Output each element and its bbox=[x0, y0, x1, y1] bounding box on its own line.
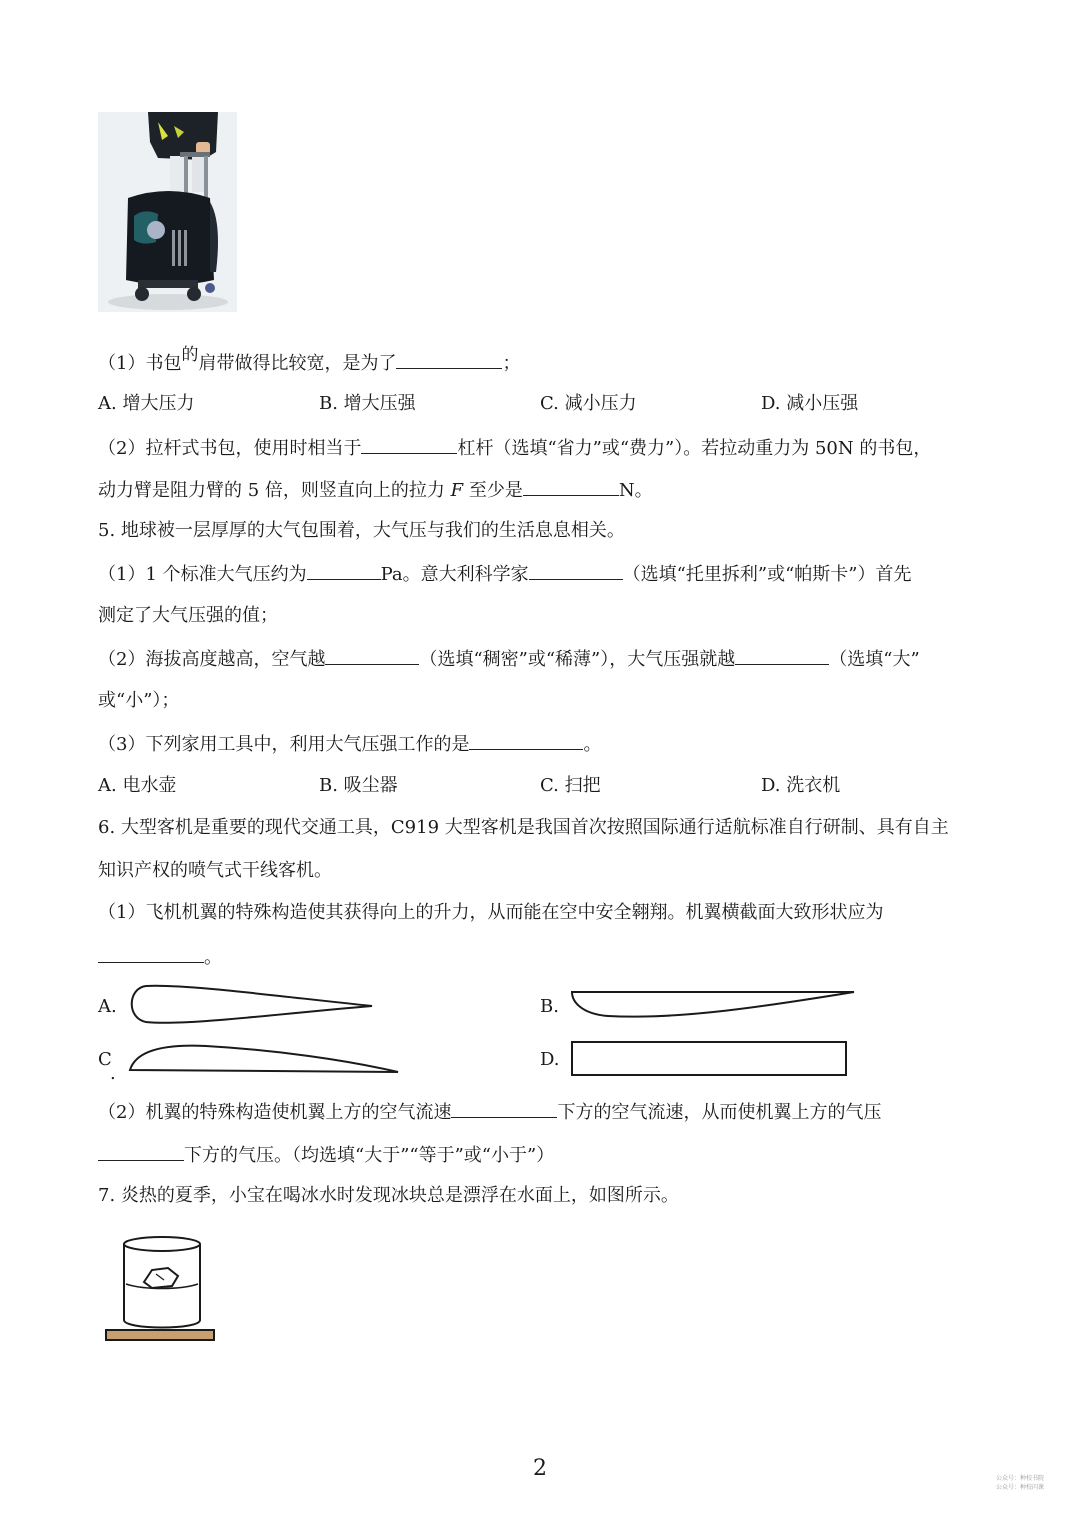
q6-sub1-answer: 。 bbox=[98, 944, 222, 970]
wing-option-c-label[interactable]: C bbox=[98, 1049, 112, 1070]
q7-stem: 7. 炎热的夏季，小宝在喝冰水时发现冰块总是漂浮在水面上，如图所示。 bbox=[98, 1185, 679, 1206]
wing-shape-d[interactable] bbox=[570, 1040, 850, 1078]
answer-blank[interactable] bbox=[469, 731, 583, 750]
q6-sub2-line2: 下方的气压。（均选填“大于”“等于”或“小于”） bbox=[98, 1142, 554, 1168]
q5-option-c[interactable]: C. 扫把 bbox=[540, 775, 601, 796]
q5-sub2-line2: 或“小”）； bbox=[98, 690, 180, 711]
answer-blank[interactable] bbox=[523, 477, 619, 496]
q4-option-b[interactable]: B. 增大压强 bbox=[319, 393, 416, 414]
answer-blank[interactable] bbox=[735, 646, 829, 665]
answer-blank[interactable] bbox=[307, 561, 381, 580]
wing-option-a-label[interactable]: A. bbox=[98, 996, 117, 1017]
wing-option-b-label[interactable]: B. bbox=[540, 996, 559, 1017]
q5-option-d[interactable]: D. 洗衣机 bbox=[761, 775, 841, 796]
wing-option-c-dot: . bbox=[110, 1063, 116, 1084]
ice-glass-figure bbox=[104, 1234, 218, 1344]
backpack-photo bbox=[98, 112, 237, 312]
answer-blank[interactable] bbox=[98, 944, 204, 963]
wing-shape-b[interactable] bbox=[568, 986, 858, 1022]
q4-option-c[interactable]: C. 减小压力 bbox=[540, 393, 637, 414]
q6-stem-line2: 知识产权的喷气式干线客机。 bbox=[98, 860, 332, 881]
q5-sub1-line2: 测定了大气压强的值； bbox=[98, 605, 278, 626]
q6-stem-line1: 6. 大型客机是重要的现代交通工具，C919 大型客机是我国首次按照国际通行适航标准自行研制、具有自主 bbox=[98, 817, 949, 838]
answer-blank[interactable] bbox=[361, 435, 457, 454]
q4-sub2-line2: 动力臂是阻力臂的 5 倍，则竖直向上的拉力 F 至少是 N。 bbox=[98, 477, 653, 503]
q5-option-b[interactable]: B. 吸尘器 bbox=[319, 775, 398, 796]
answer-blank[interactable] bbox=[98, 1142, 184, 1161]
force-variable: F bbox=[450, 480, 464, 501]
wing-shape-a[interactable] bbox=[126, 982, 376, 1028]
answer-blank[interactable] bbox=[325, 646, 419, 665]
q4-option-a[interactable]: A. 增大压力 bbox=[98, 393, 195, 414]
wing-shape-c[interactable] bbox=[126, 1040, 402, 1076]
q5-sub1: （1）1 个标准大气压约为 Pa。意大利科学家 （选填“托里拆利”或“帕斯卡”）首先 bbox=[98, 561, 911, 587]
q5-stem: 5. 地球被一层厚厚的大气包围着，大气压与我们的生活息息相关。 bbox=[98, 520, 625, 541]
q4-sub2-line1: （2）拉杆式书包，使用时相当于 杠杆（选填“省力”或“费力”）。若拉动重力为 50N 的书包， bbox=[98, 435, 931, 461]
q5-sub3: （3）下列家用工具中，利用大气压强工作的是 。 bbox=[98, 731, 601, 757]
q5-sub2: （2）海拔高度越高，空气越 （选填“稠密”或“稀薄”），大气压强就越 （选填“大” bbox=[98, 646, 920, 672]
q6-sub1: （1）飞机机翼的特殊构造使其获得向上的升力，从而能在空中安全翱翔。机翼横截面大致形状应为 bbox=[98, 902, 884, 923]
q6-sub2: （2）机翼的特殊构造使机翼上方的空气流速 下方的空气流速，从而使机翼上方的气压 bbox=[98, 1099, 881, 1125]
superscript-char: 的 bbox=[181, 345, 199, 365]
q5-option-a[interactable]: A. 电水壶 bbox=[98, 775, 177, 796]
watermark: 公众号：种校书院 公众号：种校闪课 bbox=[996, 1475, 1045, 1491]
q4-option-d[interactable]: D. 减小压强 bbox=[761, 393, 859, 414]
answer-blank[interactable] bbox=[396, 350, 502, 369]
answer-blank[interactable] bbox=[529, 561, 623, 580]
page-number: 2 bbox=[533, 1456, 547, 1481]
q4-sub1: （1）书包$^的$肩带做得比较宽，是为了 ； bbox=[98, 345, 521, 374]
answer-blank[interactable] bbox=[451, 1099, 557, 1118]
wing-option-d-label[interactable]: D. bbox=[540, 1049, 560, 1070]
